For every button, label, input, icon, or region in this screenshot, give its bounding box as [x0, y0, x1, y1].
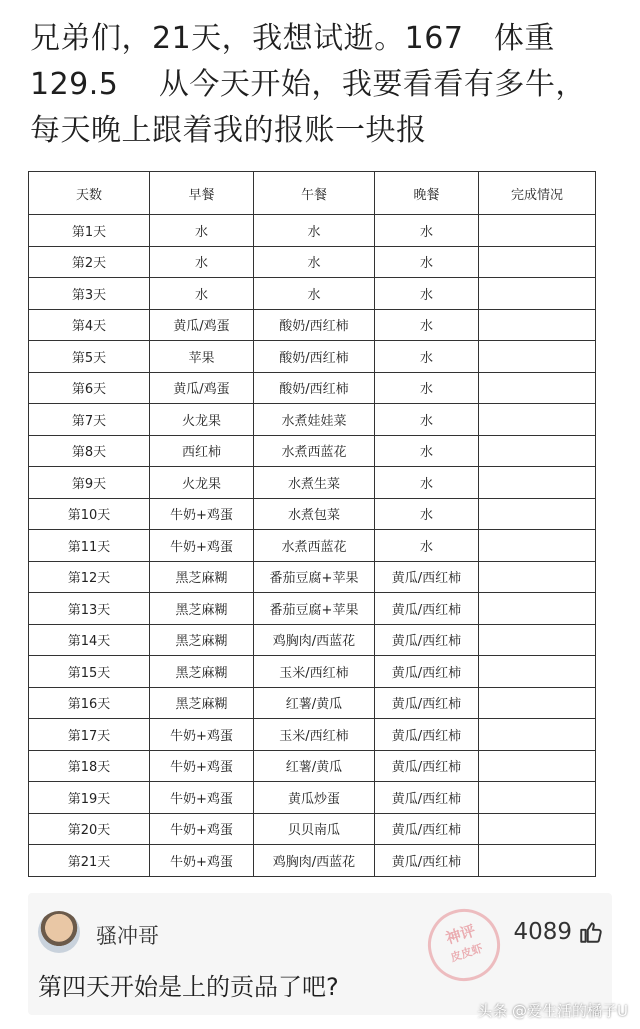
cell-status [479, 561, 596, 593]
cell-dinner: 黄瓜/西红柿 [375, 687, 479, 719]
cell-status [479, 782, 596, 814]
cell-day: 第5天 [29, 341, 150, 373]
table-header-row [29, 172, 596, 215]
cell-breakfast: 黑芝麻糊 [150, 593, 254, 625]
table-row [29, 467, 596, 499]
header-dinner: 晚餐 [375, 172, 479, 215]
cell-day: 第1天 [29, 215, 150, 247]
cell-dinner: 水 [375, 498, 479, 530]
post-text: 兄弟们，21天，我想试逝。167 体重 129.5 从今天开始，我要看看有多牛， 每天晚上跟着我的报账一块报 [30, 21, 586, 148]
cell-breakfast: 黑芝麻糊 [150, 624, 254, 656]
cell-dinner: 黄瓜/西红柿 [375, 624, 479, 656]
cell-day: 第14天 [29, 624, 150, 656]
stamp-badge [419, 900, 510, 991]
cell-lunch: 鸡胸肉/西蓝花 [254, 845, 375, 877]
cell-status [479, 656, 596, 688]
cell-breakfast: 牛奶+鸡蛋 [150, 845, 254, 877]
cell-day: 第11天 [29, 530, 150, 562]
cell-breakfast: 黄瓜/鸡蛋 [150, 372, 254, 404]
cell-lunch: 黄瓜炒蛋 [254, 782, 375, 814]
cell-dinner: 黄瓜/西红柿 [375, 593, 479, 625]
cell-status [479, 467, 596, 499]
cell-status [479, 687, 596, 719]
user-avatar-icon[interactable] [38, 911, 80, 953]
cell-status [479, 309, 596, 341]
cell-day: 第3天 [29, 278, 150, 310]
table-row [29, 624, 596, 656]
cell-lunch: 玉米/西红柿 [254, 719, 375, 751]
cell-breakfast: 牛奶+鸡蛋 [150, 813, 254, 845]
table-row [29, 435, 596, 467]
thumbs-up-icon[interactable] [578, 919, 604, 945]
cell-lunch: 水煮西蓝花 [254, 435, 375, 467]
cell-lunch: 水煮西蓝花 [254, 530, 375, 562]
cell-breakfast: 西红柿 [150, 435, 254, 467]
table-row [29, 845, 596, 877]
comment-text: 第四天开始是上的贡品了吧? [38, 973, 339, 1001]
cell-day: 第10天 [29, 498, 150, 530]
cell-status [479, 845, 596, 877]
cell-dinner: 水 [375, 530, 479, 562]
cell-dinner: 黄瓜/西红柿 [375, 719, 479, 751]
watermark: 头条 @爱生活的橘子U [477, 1002, 628, 1020]
header-lunch: 午餐 [254, 172, 375, 215]
table-row [29, 656, 596, 688]
table-row [29, 372, 596, 404]
table-row [29, 750, 596, 782]
cell-lunch: 鸡胸肉/西蓝花 [254, 624, 375, 656]
cell-breakfast: 黑芝麻糊 [150, 561, 254, 593]
table-row [29, 719, 596, 751]
cell-status [479, 372, 596, 404]
table-body [29, 215, 596, 877]
cell-lunch: 水煮包菜 [254, 498, 375, 530]
stamp-line2: 皮皮虾 [448, 941, 485, 965]
table-row [29, 530, 596, 562]
cell-status [479, 246, 596, 278]
table-row [29, 782, 596, 814]
cell-status [479, 341, 596, 373]
cell-lunch: 酸奶/西红柿 [254, 309, 375, 341]
stamp-line1: 神评 [443, 921, 478, 948]
cell-status [479, 530, 596, 562]
table-row [29, 593, 596, 625]
cell-dinner: 水 [375, 404, 479, 436]
cell-lunch: 红薯/黄瓜 [254, 687, 375, 719]
like-count: 4089 [513, 919, 572, 945]
cell-dinner: 水 [375, 246, 479, 278]
cell-dinner: 黄瓜/西红柿 [375, 782, 479, 814]
cell-status [479, 624, 596, 656]
diet-table [28, 171, 596, 877]
cell-lunch: 水 [254, 278, 375, 310]
cell-lunch: 红薯/黄瓜 [254, 750, 375, 782]
table-row [29, 246, 596, 278]
cell-status [479, 498, 596, 530]
cell-breakfast: 火龙果 [150, 404, 254, 436]
cell-lunch: 水 [254, 215, 375, 247]
cell-dinner: 水 [375, 341, 479, 373]
cell-day: 第18天 [29, 750, 150, 782]
cell-status [479, 435, 596, 467]
cell-dinner: 水 [375, 215, 479, 247]
cell-breakfast: 水 [150, 215, 254, 247]
cell-dinner: 水 [375, 372, 479, 404]
cell-breakfast: 牛奶+鸡蛋 [150, 719, 254, 751]
table-row [29, 687, 596, 719]
cell-breakfast: 牛奶+鸡蛋 [150, 782, 254, 814]
cell-breakfast: 水 [150, 278, 254, 310]
cell-day: 第6天 [29, 372, 150, 404]
table-row [29, 341, 596, 373]
cell-status [479, 813, 596, 845]
cell-day: 第16天 [29, 687, 150, 719]
cell-breakfast: 牛奶+鸡蛋 [150, 530, 254, 562]
cell-breakfast: 水 [150, 246, 254, 278]
table-row [29, 404, 596, 436]
comment-card[interactable] [28, 893, 612, 1015]
cell-dinner: 水 [375, 435, 479, 467]
cell-day: 第15天 [29, 656, 150, 688]
table-row [29, 561, 596, 593]
cell-breakfast: 火龙果 [150, 467, 254, 499]
cell-day: 第20天 [29, 813, 150, 845]
table-row [29, 215, 596, 247]
cell-breakfast: 牛奶+鸡蛋 [150, 750, 254, 782]
cell-dinner: 水 [375, 467, 479, 499]
table-row [29, 813, 596, 845]
cell-status [479, 404, 596, 436]
cell-day: 第7天 [29, 404, 150, 436]
header-day: 天数 [29, 172, 150, 215]
cell-day: 第19天 [29, 782, 150, 814]
cell-lunch: 番茄豆腐+苹果 [254, 561, 375, 593]
cell-dinner: 黄瓜/西红柿 [375, 656, 479, 688]
cell-lunch: 玉米/西红柿 [254, 656, 375, 688]
cell-breakfast: 牛奶+鸡蛋 [150, 498, 254, 530]
cell-breakfast: 苹果 [150, 341, 254, 373]
cell-dinner: 黄瓜/西红柿 [375, 561, 479, 593]
header-breakfast: 早餐 [150, 172, 254, 215]
table-row [29, 309, 596, 341]
cell-day: 第21天 [29, 845, 150, 877]
cell-breakfast: 黄瓜/鸡蛋 [150, 309, 254, 341]
cell-lunch: 水 [254, 246, 375, 278]
cell-day: 第9天 [29, 467, 150, 499]
cell-dinner: 水 [375, 309, 479, 341]
cell-day: 第2天 [29, 246, 150, 278]
comment-username[interactable]: 骚冲哥 [96, 924, 159, 948]
cell-dinner: 黄瓜/西红柿 [375, 750, 479, 782]
cell-dinner: 黄瓜/西红柿 [375, 845, 479, 877]
cell-lunch: 水煮生菜 [254, 467, 375, 499]
cell-lunch: 番茄豆腐+苹果 [254, 593, 375, 625]
cell-day: 第12天 [29, 561, 150, 593]
cell-day: 第4天 [29, 309, 150, 341]
cell-dinner: 水 [375, 278, 479, 310]
cell-breakfast: 黑芝麻糊 [150, 656, 254, 688]
header-status: 完成情况 [479, 172, 596, 215]
cell-lunch: 贝贝南瓜 [254, 813, 375, 845]
cell-lunch: 酸奶/西红柿 [254, 341, 375, 373]
cell-day: 第8天 [29, 435, 150, 467]
table-row [29, 498, 596, 530]
cell-status [479, 750, 596, 782]
cell-lunch: 水煮娃娃菜 [254, 404, 375, 436]
cell-status [479, 719, 596, 751]
cell-day: 第13天 [29, 593, 150, 625]
cell-status [479, 278, 596, 310]
cell-breakfast: 黑芝麻糊 [150, 687, 254, 719]
cell-status [479, 593, 596, 625]
table-row [29, 278, 596, 310]
cell-dinner: 黄瓜/西红柿 [375, 813, 479, 845]
cell-day: 第17天 [29, 719, 150, 751]
cell-status [479, 215, 596, 247]
cell-lunch: 酸奶/西红柿 [254, 372, 375, 404]
